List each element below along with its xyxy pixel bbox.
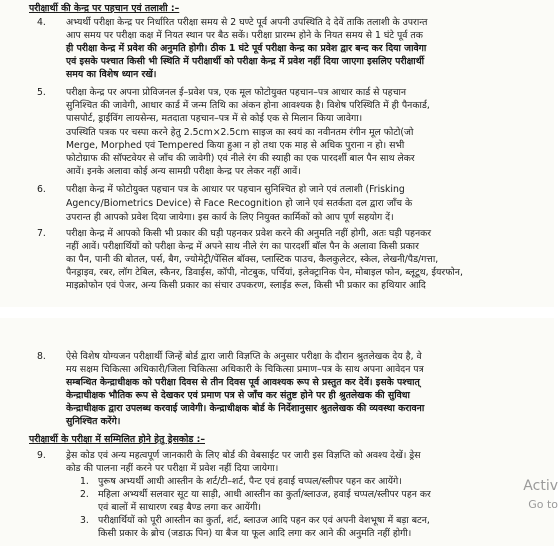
item-7-line: नहीं आवें। परीक्षार्थियों को परीक्षा केन्द्र में अपने साथ नीले रंग का पारदर्शी बॉल पैन के अलावा किसी प्रकार: [66, 241, 419, 252]
item-4-line: एवं इसके पश्चात किसी भी स्थिति में परीक्षार्थी को परीक्षा केन्द्र में प्रवेश नहीं दिया जाएगा इसलिए परीक्षार्थी: [66, 56, 425, 67]
item-5-line: आवें। इनके अलावा कोई अन्य सामग्री परीक्षा केन्द्र पर लेकर नहीं आवें।: [66, 166, 301, 177]
item-6-line: Agency/Biometrics Device) से Face Recognition हो जाने एवं सतर्कता दल द्वारा जाँच के: [66, 198, 413, 209]
item-7-line: पैनड्राइव, रबर, लॉग टेबिल, स्कैनर, डिवाईस, कॉपी, नोटबुक, पर्चियां, इलेक्ट्रानिक पेन, मोबाइल फोन, ब्लूटूथ, ईयरफोन,: [66, 267, 463, 278]
item-7-line: परीक्षा केन्द्र में आपको किसी भी प्रकार की घड़ी पहनकर प्रवेश करने की अनुमति नहीं होगी, अतः घड़ी पहनकर: [66, 228, 432, 239]
activation-watermark-line1: Activ: [523, 478, 558, 494]
dresscode-sub-item-3-line: किसी प्रकार के ब्रोच (जडाऊ पिन) या बैज या फूल आदि लगा कर आने की अनुमति नहीं होगी।: [98, 528, 412, 539]
item-7-line: का पैन, पानी की बोतल, पर्स, बैग, ज्योमेट्री/पेंसिल बॉक्स, प्लास्टिक पाउच, कैलकुलेटर, स्केल, लेखनी/पैड/गत्ता,: [66, 254, 439, 265]
item-6-line: उपरान्त ही आपको प्रवेश दिया जायेगा। इस कार्य के लिए नियुक्त कार्मिकों को आप पूर्ण सहयोग दें।: [66, 212, 394, 223]
dresscode-sub-item-2-line: एवं बालों में साधारण रबड़ बैण्ड लगा कर आयेंगी।: [98, 502, 262, 513]
item-8-line: ऐसे विशेष योग्यजन परीक्षार्थी जिन्हें बोर्ड द्वारा जारी विज्ञप्ति के अनुसार परीक्षा के दौरान श्रुतलेखक देय है, वे: [66, 351, 422, 362]
item-5-line: फोटोग्राफ की सॉफ्टवेयर से जाँच की जावेगी) एवं नीले रंग की स्याही का एक पारदर्शी बाल पैन साथ लेकर: [66, 153, 415, 164]
item-4-line: आप समय पर परीक्षा कक्ष में नियत स्थान पर बैठ सकें। परीक्षा प्रारम्भ होने के नियत समय से 1 घंटे पूर्व तक: [66, 30, 423, 41]
item-9-line: ड्रेस कोड एवं अन्य महत्वपूर्ण जानकारी के लिए बोर्ड की वेबसाईट पर जारी इस विज्ञप्ति को अवश्य देखें। ड्रेस: [66, 450, 421, 461]
item-7-line: माइक्रोफोन एवं पेजर, अन्य किसी प्रकार का संचार उपकरण, स्लाईड रूल, किसी भी प्रकार का हथियार आदि: [66, 280, 426, 291]
item-9-line: कोड की पालना नहीं करने पर परीक्षा में प्रवेश नहीं दिया जायेगा।: [66, 463, 279, 474]
item-8-line: सुनिश्चित करेंगे।: [66, 416, 121, 427]
item-5-line: पासपोर्ट, ड्राईविंग लायसेन्स, मतदाता पहचान–पत्र में से कोई एक से मिलान किया जावेगा।: [66, 113, 363, 124]
item-5-line: Merge, Morphed एवं Tempered किया हुआ न हो तथा एक माह से अधिक पुराना न हो। सभी: [66, 140, 405, 151]
activation-watermark-line2: Go to: [528, 498, 558, 511]
item-5-line: परीक्षा केन्द्र पर अपना प्रोविजनल ई–प्रवेश पत्र, एक मूल फोटोयुक्त पहचान–पत्र आधार कार्ड से पहचान: [66, 87, 407, 98]
notice-page-bottom: 8. ऐसे विशेष योग्यजन परीक्षार्थी जिन्हें बोर्ड द्वारा जारी विज्ञप्ति के अनुसार परीक्षा के दौरान श्रुतलेखक देय है, वे मय सक्षम चिकित्सा अधिकारी/जिला चिकित्सा अधिकारी के चिकित्सा प्रमाण–पत्र के साथ अपना आवेदन पत्र सम्बन्धित केन्द्राधीक्षक को परीक्षा दिवस से तीन दिवस पूर्व आवश्यक रूप से प्रस्तुत कर देवें। इसके पश्चात् केन्द्राधीक्षक भौतिक रूप से देखकर एवं प्रमाण पत्र से जाँच कर संतुष्ट होने पर ही श्रुतलेखक की सुविधा केन्द्राधीक्षक द्वारा उपलब्ध करवाई जावेगी। केन्द्राधीक्षक बोर्ड के निर्देशानुसार श्रुतलेखक की व्यवस्था करावना सुनिश्चित करेंगे। परीक्षार्थी के परीक्षा में सम्मिलित होने हेतु ड्रेसकोड :– 9. ड्रेस कोड एवं अन्य महत्वपूर्ण जानकारी के लिए बोर्ड की वेबसाईट पर जारी इस विज्ञप्ति को अवश्य देखें। ड्रेस कोड की पालना नहीं करने पर परीक्षा में प्रवेश नहीं दिया जायेगा। 1. पुरूष अभ्यर्थी आधी आस्तीन के शर्ट/टी–शर्ट, पैन्ट एवं हवाई चप्पल/स्लीपर पहन कर आयेंगे। 2. महिला अभ्यर्थी सलवार सूट या साड़ी, आधी आस्तीन का कुर्ता/ब्लाउज, हवाई चप्पल/स्लीपर पहन कर एवं बालों में साधारण रबड़ बैण्ड लगा कर आयेंगी। 3. परीक्षार्थियों को पूरी आस्तीन का कुर्ता, शर्ट, ब्लाउज आदि पहन कर एवं अपनी वेशभूषा में बड़ा बटन, किसी प्रकार के ब्रोच (जडाऊ पिन) या बैज या फूल आदि लगा कर आने की अनुमति नहीं होगी। Activ Go to: [0, 318, 554, 546]
page-gap: [0, 307, 554, 318]
item-4-line: ही परीक्षा केन्द्र में प्रवेश की अनुमति होगी। ठीक 1 घंटे पूर्व परीक्षा केन्द्र का प्रवेश द्वार बन्द कर दिया जावेगा: [66, 43, 427, 54]
item-8-line: केन्द्राधीक्षक द्वारा उपलब्ध करवाई जावेगी। केन्द्राधीक्षक बोर्ड के निर्देशानुसार श्रुतलेखक की व्यवस्था करावना: [66, 403, 425, 414]
item-4-line: समय का विशेष ध्यान रखें।: [66, 69, 157, 80]
notice-page-top: परीक्षार्थी की केन्द्र पर पहचान एवं तलाशी :– 4. अभ्यर्थी परीक्षा केन्द्र पर निर्धारित परीक्षा समय से 2 घण्टे पूर्व अपनी उपस्थिति दे देवें ताकि तलाशी के उपरान्त आप समय पर परीक्षा कक्ष में नियत स्थान पर बैठ सकें। परीक्षा प्रारम्भ होने के नियत समय से 1 घंटे पूर्व तक ही परीक्षा केन्द्र में प्रवेश की अनुमति होगी। ठीक 1 घंटे पूर्व परीक्षा केन्द्र का प्रवेश द्वार बन्द कर दिया जावेगा एवं इसके पश्चात किसी भी स्थिति में परीक्षार्थी को परीक्षा केन्द्र में प्रवेश नहीं दिया जाएगा इसलिए परीक्षार्थी समय का विशेष ध्यान रखें। 5. परीक्षा केन्द्र पर अपना प्रोविजनल ई–प्रवेश पत्र, एक मूल फोटोयुक्त पहचान–पत्र आधार कार्ड से पहचान सुनिश्चित की जावेगी, आधार कार्ड में जन्म तिथि का अंकन होना आवश्यक है। विशेष परिस्थिति में ही पैनकार्ड, पासपोर्ट, ड्राईविंग लायसेन्स, मतदाता पहचान–पत्र में से कोई एक से मिलान किया जावेगा। उपस्थिति पत्रक पर चस्पा करने हेतु 2.5cm×2.5cm साइज का स्वयं का नवीनतम रंगीन मूल फोटो(जो Merge, Morphed एवं Tempered किया हुआ न हो तथा एक माह से अधिक पुराना न हो। सभी फोटोग्राफ की सॉफ्टवेयर से जाँच की जावेगी) एवं नीले रंग की स्याही का एक पारदर्शी बाल पैन साथ लेकर आवें। इनके अलावा कोई अन्य सामग्री परीक्षा केन्द्र पर लेकर नहीं आवें। 6. परीक्षा केन्द्र में फोटोयुक्त पहचान पत्र के आधार पर पहचान सुनिश्चित हो जाने एवं तलाशी (Frisking Agency/Biometrics Device) से Face Recognition हो जाने एवं सतर्कता दल द्वारा जाँच के उपरान्त ही आपको प्रवेश दिया जायेगा। इस कार्य के लिए नियुक्त कार्मिकों को आप पूर्ण सहयोग दें। 7. परीक्षा केन्द्र में आपको किसी भी प्रकार की घड़ी पहनकर प्रवेश करने की अनुमति नहीं होगी, अतः घड़ी पहनकर नहीं आवें। परीक्षार्थियों को परीक्षा केन्द्र में अपने साथ नीले रंग का पारदर्शी बॉल पैन के अलावा किसी प्रकार का पैन, पानी की बोतल, पर्स, बैग, ज्योमेट्री/पेंसिल बॉक्स, प्लास्टिक पाउच, कैलकुलेटर, स्केल, लेखनी/पैड/गत्ता, पैनड्राइव, रबर, लॉग टेबिल, स्कैनर, डिवाईस, कॉपी, नोटबुक, पर्चियां, इलेक्ट्रानिक पेन, मोबाइल फोन, ब्लूटूथ, ईयरफोन, माइक्रोफोन एवं पेजर, अन्य किसी प्रकार का संचार उपकरण, स्लाईड रूल, किसी भी प्रकार का हथियार आदि: [0, 0, 554, 307]
item-8-line: मय सक्षम चिकित्सा अधिकारी/जिला चिकित्सा अधिकारी के चिकित्सा प्रमाण–पत्र के साथ अपना आवेदन पत्र: [66, 364, 424, 375]
item-6-line: परीक्षा केन्द्र में फोटोयुक्त पहचान पत्र के आधार पर पहचान सुनिश्चित हो जाने एवं तलाशी (Frisking: [66, 184, 405, 195]
item-5-line: उपस्थिति पत्रक पर चस्पा करने हेतु 2.5cm×2.5cm साइज का स्वयं का नवीनतम रंगीन मूल फोटो(जो: [66, 127, 414, 138]
item-8-line: सम्बन्धित केन्द्राधीक्षक को परीक्षा दिवस से तीन दिवस पूर्व आवश्यक रूप से प्रस्तुत कर देवें। इसके पश्चात्: [66, 377, 420, 388]
item-5-line: सुनिश्चित की जावेगी, आधार कार्ड में जन्म तिथि का अंकन होना आवश्यक है। विशेष परिस्थिति में ही पैनकार्ड,: [66, 100, 430, 111]
item-4-line: अभ्यर्थी परीक्षा केन्द्र पर निर्धारित परीक्षा समय से 2 घण्टे पूर्व अपनी उपस्थिति दे देवें ताकि तलाशी के उपरान्त: [66, 17, 428, 28]
item-8-line: केन्द्राधीक्षक भौतिक रूप से देखकर एवं प्रमाण पत्र से जाँच कर संतुष्ट होने पर ही श्रुतलेखक की सुविधा: [66, 390, 410, 401]
